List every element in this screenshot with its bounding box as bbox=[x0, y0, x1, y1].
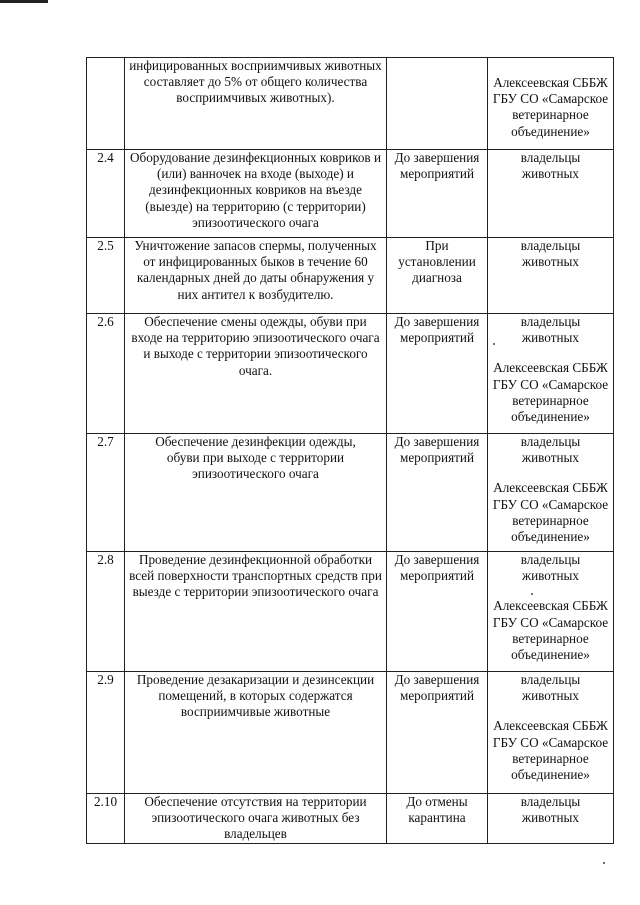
measure-term: До завершения мероприятий bbox=[387, 314, 488, 434]
responsible-organization: Алексеевская СББЖ ГБУ СО «Самарское ветеринарное объединение» bbox=[492, 598, 609, 663]
measure-description: Обеспечение смены одежды, обуви при входе на территорию эпизоотического очага и выходе с территории эпизоотического очага. bbox=[125, 314, 387, 434]
responsible-organization: Алексеевская СББЖ ГБУ СО «Самарское ветеринарное объединение» bbox=[492, 75, 609, 139]
responsible-cell bbox=[488, 150, 614, 238]
responsible-owner: владельцы животных bbox=[520, 150, 581, 182]
responsible-owner: владельцы животных bbox=[520, 794, 581, 826]
measure-description: Обеспечение дезинфекции одежды, обуви при выходе с территории эпизоотического очага bbox=[125, 434, 387, 552]
measure-description: Проведение дезинфекционной обработки всей поверхности транспортных средств при выезде с территории эпизоотического очага bbox=[125, 552, 387, 672]
responsible-owner: владельцы животных bbox=[520, 434, 581, 466]
responsible-organization: Алексеевская СББЖ ГБУ СО «Самарское ветеринарное объединение» bbox=[492, 718, 609, 783]
measure-term: До завершения мероприятий bbox=[387, 552, 488, 672]
responsible-organization: Алексеевская СББЖ ГБУ СО «Самарское ветеринарное объединение» bbox=[492, 360, 609, 425]
measure-description: Оборудование дезинфекционных ковриков и (или) ванночек на входе (выходе) и дезинфекционных ковриков на въезде (выезде) на территорию (с территории) эпизоотического очага bbox=[125, 150, 387, 238]
row-number bbox=[87, 58, 125, 150]
measures-table bbox=[86, 57, 614, 844]
responsible-cell bbox=[488, 58, 614, 150]
measure-term: При установлении диагноза bbox=[387, 238, 488, 314]
responsible-cell bbox=[488, 238, 614, 314]
row-number: 2.6 bbox=[87, 314, 125, 434]
row-number: 2.10 bbox=[87, 794, 125, 844]
row-number: 2.9 bbox=[87, 672, 125, 794]
row-number: 2.5 bbox=[87, 238, 125, 314]
measure-term: До завершения мероприятий bbox=[387, 150, 488, 238]
measure-description: Обеспечение отсутствия на территории эпизоотического очага животных без владельцев bbox=[125, 794, 387, 844]
row-number: 2.7 bbox=[87, 434, 125, 552]
measure-description: Уничтожение запасов спермы, полученных от инфицированных быков в течение 60 календарных дней до даты обнаружения у них антител к возбудителю. bbox=[125, 238, 387, 314]
measure-term: До завершения мероприятий bbox=[387, 672, 488, 794]
table-row bbox=[87, 434, 614, 552]
table-row bbox=[87, 794, 614, 844]
responsible-cell bbox=[488, 552, 614, 672]
scan-corner-mark bbox=[0, 0, 48, 3]
table-row bbox=[87, 238, 614, 314]
responsible-cell bbox=[488, 434, 614, 552]
measure-description: Проведение дезакаризации и дезинсекции помещений, в которых содержатся восприимчивые животные bbox=[125, 672, 387, 794]
table-row bbox=[87, 672, 614, 794]
responsible-cell bbox=[488, 794, 614, 844]
measure-term: До отмены карантина bbox=[387, 794, 488, 844]
scan-speck bbox=[603, 862, 605, 864]
measure-description: инфицированных восприимчивых животных составляет до 5% от общего количества восприимчивых животных). bbox=[125, 58, 387, 150]
scan-speck bbox=[493, 343, 495, 345]
responsible-owner: владельцы животных bbox=[520, 238, 581, 270]
responsible-owner: владельцы животных bbox=[520, 672, 581, 704]
table-row bbox=[87, 58, 614, 150]
table-row bbox=[87, 314, 614, 434]
scan-speck bbox=[531, 593, 533, 595]
table-row bbox=[87, 552, 614, 672]
responsible-cell bbox=[488, 314, 614, 434]
responsible-organization: Алексеевская СББЖ ГБУ СО «Самарское ветеринарное объединение» bbox=[492, 480, 609, 545]
responsible-cell bbox=[488, 672, 614, 794]
responsible-owner: владельцы животных bbox=[520, 314, 581, 346]
row-number: 2.8 bbox=[87, 552, 125, 672]
row-number: 2.4 bbox=[87, 150, 125, 238]
measure-term: До завершения мероприятий bbox=[387, 434, 488, 552]
responsible-owner: владельцы животных bbox=[520, 552, 581, 584]
table-row bbox=[87, 150, 614, 238]
measure-term bbox=[387, 58, 488, 150]
